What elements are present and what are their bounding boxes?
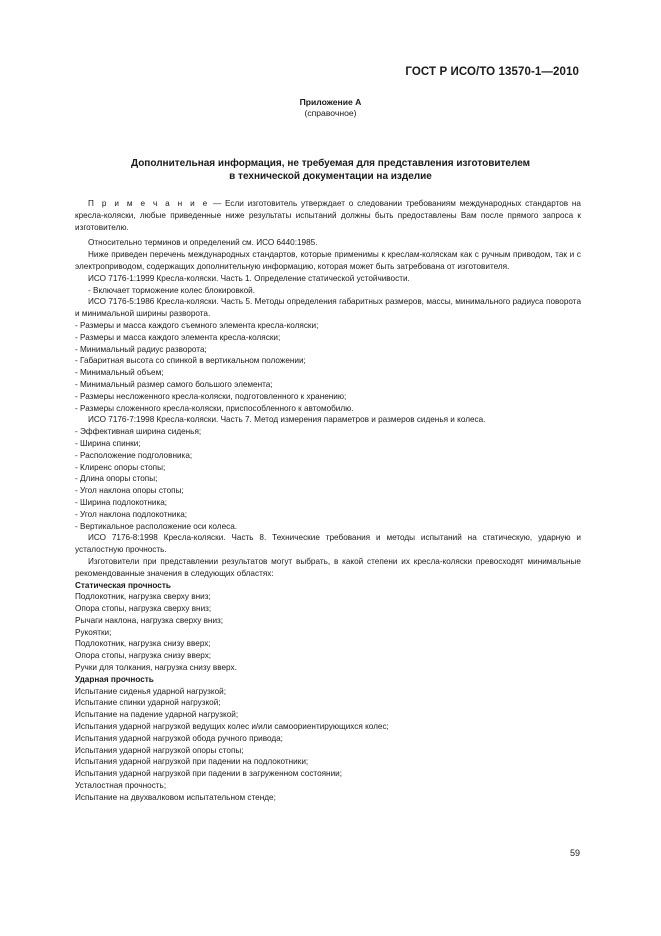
list-item: - Ширина спинки; <box>75 438 141 448</box>
list-item: - Размеры несложенного кресла-коляски, подготовленного к хранению; <box>75 391 347 401</box>
standard-iso-7176-1: ИСО 7176-1:1999 Кресла-коляски. Часть 1. Определение статической устойчивости. <box>88 273 410 283</box>
list-item: Опора стопы, нагрузка сверху вниз; <box>75 604 212 614</box>
impact-strength-heading: Ударная прочность <box>75 674 154 684</box>
appendix-label: Приложение А <box>299 97 362 107</box>
note-text: — Если изготовитель утверждает о следовании требованиям международных стандартов на кресла-коляски, любые приведенные ниже результаты испытаний должны быть предоставлены Вам после прямого запроса к изготовителю. <box>75 199 581 232</box>
paragraph-standards-intro: Ниже приведен перечень международных стандартов, которые применимы к креслам-коляскам как с ручным приводом, так и с электроприводом, содержащих дополнительную информацию, которая может быть затребована от изготовителя. <box>75 250 581 271</box>
list-item: - Минимальный объем; <box>75 368 164 378</box>
document-body <box>75 198 581 804</box>
list-item: Ручки для толкания, нагрузка снизу вверх. <box>75 663 237 673</box>
list-item: - Размеры сложенного кресла-коляски, приспособленного к автомобилю. <box>75 403 354 413</box>
list-item: - Ширина подлокотника; <box>75 497 168 507</box>
list-item: Испытания ударной нагрузкой обода ручного привода; <box>75 733 283 743</box>
standard-iso-7176-8: ИСО 7176-8:1998 Кресла-коляски. Часть 8. Технические требования и методы испытаний на статическую, ударную и усталостную прочность. <box>75 533 581 555</box>
list-item: - Минимальный радиус разворота; <box>75 344 207 354</box>
list-item: - Угол наклона опоры стопы; <box>75 486 184 496</box>
paragraph-terms: Относительно терминов и определений см. ИСО 6440:1985. <box>88 238 318 248</box>
note-label: П р и м е ч а н и е <box>88 199 210 208</box>
list-item: Испытания ударной нагрузкой при падении в загруженном состоянии; <box>75 769 343 779</box>
list-item: Усталостная прочность; <box>75 781 167 791</box>
document-number: ГОСТ Р ИСО/ТО 13570-1—2010 <box>405 66 579 78</box>
list-item: Испытания ударной нагрузкой ведущих колес и/или самоориентирующихся колес; <box>75 722 389 732</box>
list-item: - Эффективная ширина сиденья; <box>75 427 202 437</box>
list-item: Испытание сиденья ударной нагрузкой; <box>75 686 227 696</box>
list-item: Опора стопы, нагрузка снизу вверх; <box>75 651 212 661</box>
standard-iso-7176-5: ИСО 7176-5:1986 Кресла-коляски. Часть 5. Методы определения габаритных размеров, массы, минимального радиуса поворота и минимальной ширины разворота. <box>75 297 581 319</box>
list-item: - Угол наклона подлокотника; <box>75 509 188 519</box>
paragraph-manufacturers: Изготовители при представлении результатов могут выбрать, в какой степени их кресла-коляски превосходят минимальные рекомендованные значения в следующих областях: <box>75 556 581 578</box>
list-item: Испытание спинки ударной нагрузкой; <box>75 698 221 708</box>
static-strength-heading: Статическая прочность <box>75 580 171 590</box>
list-item: - Длина опоры стопы; <box>75 474 158 484</box>
list-item: - Включает торможение колес блокировкой. <box>88 285 255 295</box>
list-item: - Размеры и масса каждого съемного элемента кресла-коляски; <box>75 320 319 330</box>
page-number: 59 <box>569 848 580 858</box>
list-item: - Минимальный размер самого большого элемента; <box>75 379 273 389</box>
appendix-type: (справочное) <box>304 108 357 118</box>
section-title-line-1: Дополнительная информация, не требуемая для представления изготовителем <box>130 158 531 169</box>
list-item: Испытание на падение ударной нагрузкой; <box>75 710 239 720</box>
note-paragraph <box>75 198 581 233</box>
list-item: Испытания ударной нагрузкой при падении на подлокотники; <box>75 757 309 767</box>
iso1-list <box>75 285 581 297</box>
list-item: Испытание на двухвалковом испытательном стенде; <box>75 792 276 802</box>
section-title-line-2: в технической документации на изделие <box>229 171 432 182</box>
list-item: - Вертикальное расположение оси колеса. <box>75 521 238 531</box>
list-item: Подлокотник, нагрузка сверху вниз; <box>75 592 211 602</box>
list-item: Испытания ударной нагрузкой опоры стопы; <box>75 745 244 755</box>
list-item: Рукоятки; <box>75 627 112 637</box>
static-strength-list <box>75 591 581 674</box>
list-item: - Расположение подголовника; <box>75 450 193 460</box>
standard-iso-7176-7: ИСО 7176-7:1998 Кресла-коляски. Часть 7. Метод измерения параметров и размеров сиденья и колеса. <box>88 415 486 425</box>
list-item: - Габаритная высота со спинкой в вертикальном положении; <box>75 356 306 366</box>
list-item: Подлокотник, нагрузка снизу вверх; <box>75 639 211 649</box>
list-item: - Клиренс опоры стопы; <box>75 462 166 472</box>
list-item: - Размеры и масса каждого элемента кресла-коляски; <box>75 332 281 342</box>
iso5-list <box>75 320 581 414</box>
impact-strength-list <box>75 686 581 804</box>
list-item: Рычаги наклона, нагрузка сверху вниз; <box>75 615 224 625</box>
iso7-list <box>75 426 581 532</box>
